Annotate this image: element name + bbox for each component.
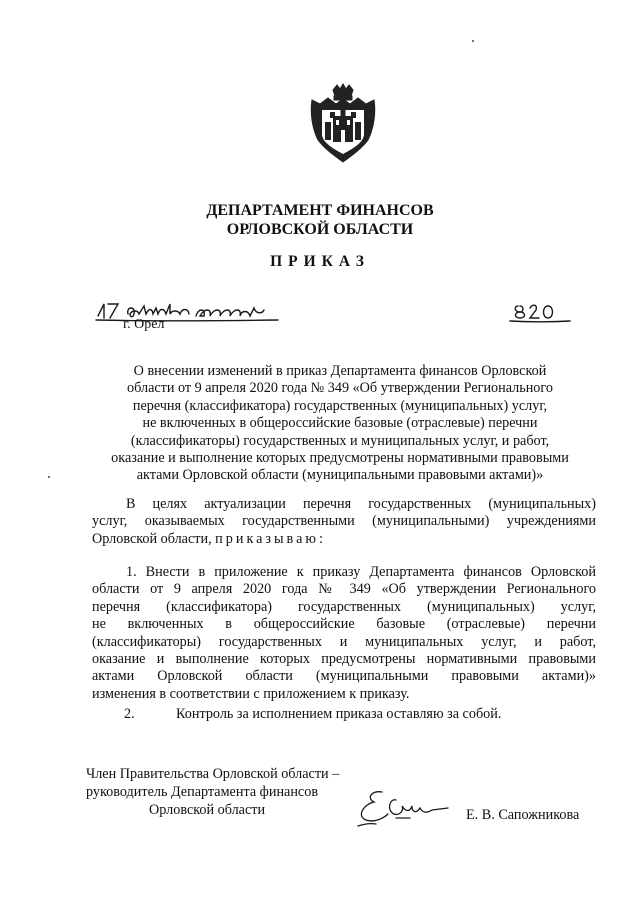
department-name-line1: ДЕПАРТАМЕНТ ФИНАНСОВ — [206, 202, 434, 219]
item-line: области от 9 апреля 2020 года № 349 «Об утверждении Регионального — [92, 581, 596, 598]
handwritten-order-number — [508, 296, 574, 330]
signer-name: Е. В. Сапожникова — [466, 807, 580, 823]
order-item-1 — [92, 564, 596, 703]
signer-position-line3: Орловской области — [149, 802, 266, 818]
scan-speck — [48, 476, 50, 478]
preamble-text: Орловской области, — [92, 530, 212, 547]
subject-line: актами Орловской области (муниципальными правовыми актами)» — [136, 467, 544, 484]
item-line: оказание и выполнение которых предусмотрены нормативными правовыми — [92, 650, 596, 667]
preamble-line — [92, 531, 596, 548]
preamble-line: В целях актуализации перечня государственных (муниципальных) — [126, 496, 596, 512]
scan-speck — [472, 40, 474, 42]
order-item-2 — [92, 706, 501, 723]
item-line: изменения в соответствии с приложением к приказу. — [92, 685, 410, 702]
item-line: не включенных в общероссийские базовые (отраслевые) перечни — [92, 616, 596, 633]
signer-position-line2: руководитель Департамента финансов — [86, 784, 319, 800]
item-text: Контроль за исполнением приказа оставляю за собой. — [176, 706, 502, 722]
preamble-paragraph — [92, 496, 596, 548]
subject-line: перечня (классификатора) государственных (муниципальных) услуг, — [132, 397, 548, 414]
department-name-line2: ОРЛОВСКОЙ ОБЛАСТИ — [226, 221, 414, 238]
subject-line: не включенных в общероссийские базовые (отраслевые) перечни — [142, 415, 538, 432]
handwritten-signature — [352, 786, 452, 832]
order-verb: приказываю: — [215, 530, 326, 547]
item-number: 2. — [124, 706, 135, 722]
item-line: 1. Внести в приложение к приказу Департамента финансов Орловской — [126, 564, 596, 580]
city: г. Орел — [123, 317, 165, 332]
order-title: ПРИКАЗ — [270, 253, 370, 270]
preamble-line: услуг, оказываемых государственными (муниципальными) учреждениями — [92, 513, 596, 530]
coat-of-arms-emblem — [306, 82, 380, 166]
signer-position-line1: Член Правительства Орловской области – — [86, 766, 340, 782]
subject-line: области от 9 апреля 2020 года № 349 «Об утверждении Регионального — [127, 380, 553, 397]
subject-line: оказание и выполнение которых предусмотрены нормативными правовыми — [111, 449, 569, 466]
item-line: актами Орловской области (муниципальными правовыми актами)» — [92, 668, 596, 685]
item-line: перечня (классификатора) государственных (муниципальных) услуг, — [92, 598, 596, 615]
item-line: (классификаторы) государственных и муниципальных услуг, и работ, — [92, 633, 596, 650]
order-subject — [84, 363, 596, 485]
subject-line: О внесении изменений в приказ Департамента финансов Орловской — [133, 363, 547, 379]
handwritten-date — [92, 296, 284, 330]
subject-line: (классификаторы) государственных и муниципальных услуг, и работ, — [130, 432, 550, 449]
